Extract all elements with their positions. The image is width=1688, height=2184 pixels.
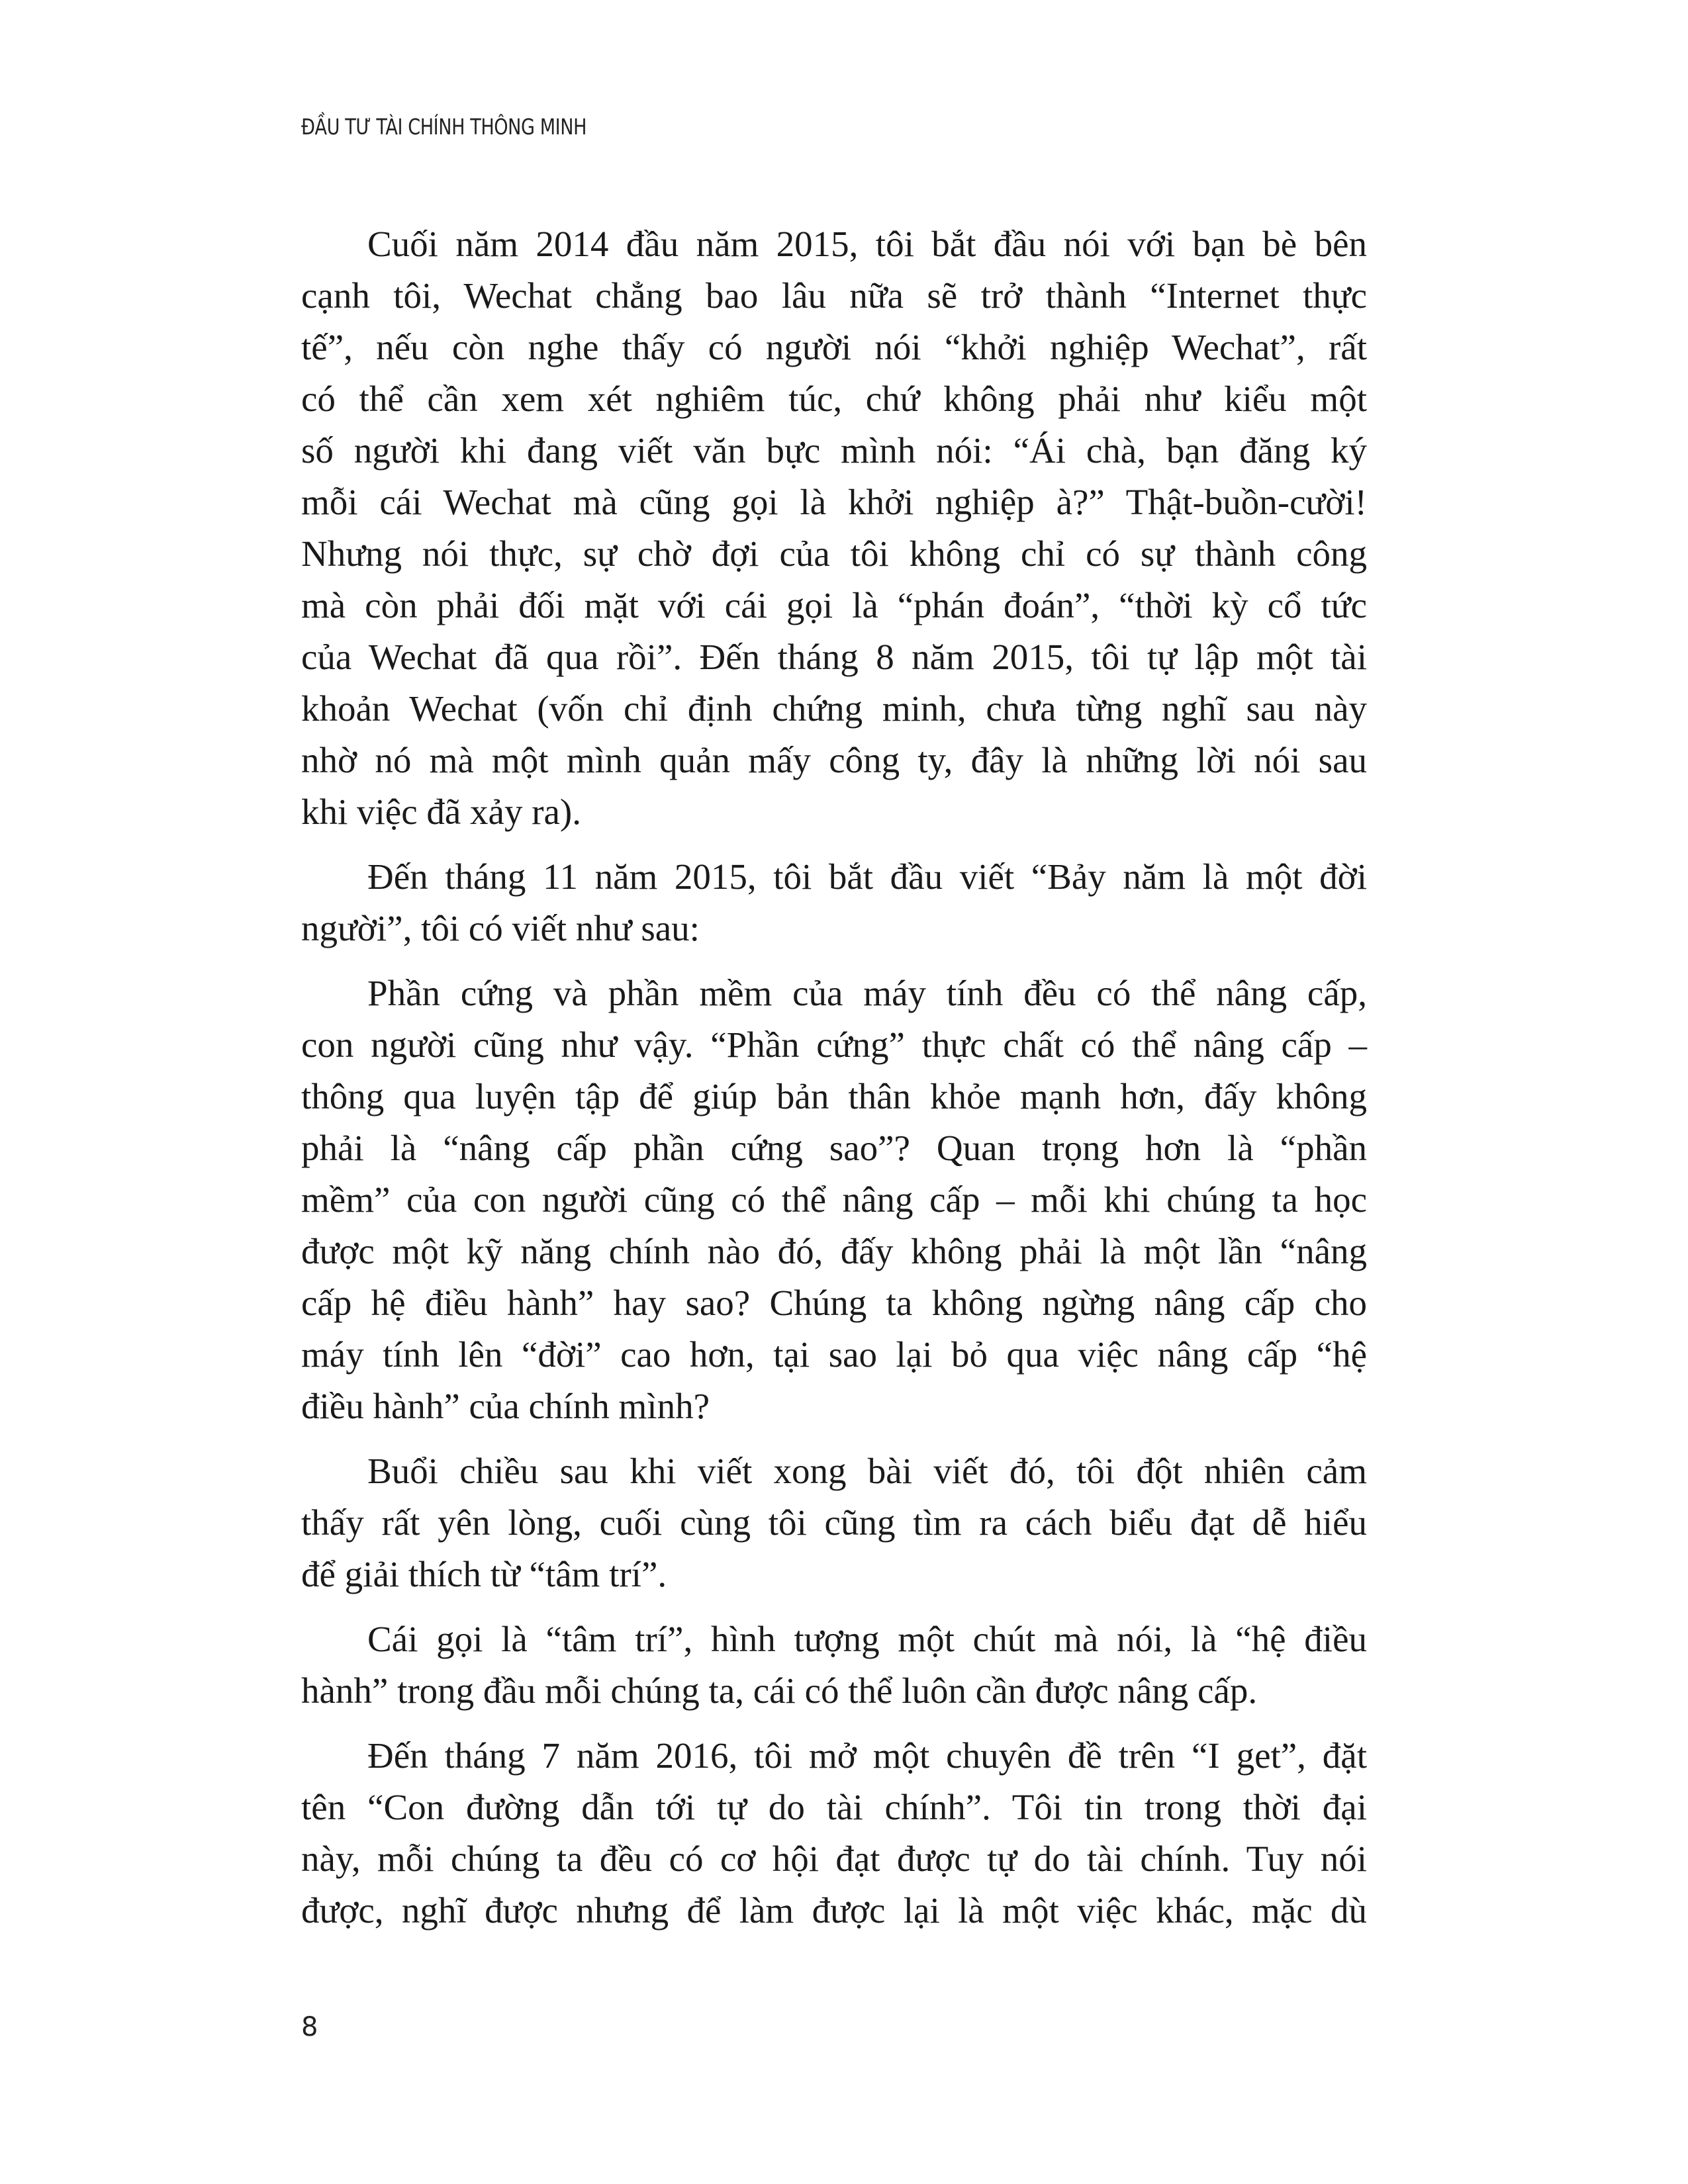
text-line: cạnh tôi, Wechat chẳng bao lâu nữa sẽ trở thành “Internet thực bbox=[301, 275, 1367, 316]
text-line: hành” trong đầu mỗi chúng ta, cái có thể luôn cần được nâng cấp. bbox=[301, 1670, 1258, 1711]
text-line: điều hành” của chính mình? bbox=[301, 1386, 710, 1426]
text-line: Đến tháng 11 năm 2015, tôi bắt đầu viết “Bảy năm là một đời bbox=[367, 856, 1367, 897]
text-line: Cuối năm 2014 đầu năm 2015, tôi bắt đầu nói với bạn bè bên bbox=[367, 224, 1367, 264]
text-line: cấp hệ điều hành” hay sao? Chúng ta không ngừng nâng cấp cho bbox=[301, 1283, 1367, 1323]
text-line: tên “Con đường dẫn tới tự do tài chính”. Tôi tin trong thời đại bbox=[301, 1787, 1367, 1827]
text-line: này, mỗi chúng ta đều có cơ hội đạt được tự do tài chính. Tuy nói bbox=[301, 1839, 1367, 1879]
text-line: số người khi đang viết văn bực mình nói: “Ái chà, bạn đăng ký bbox=[301, 430, 1367, 471]
text-line: mỗi cái Wechat mà cũng gọi là khởi nghiệp à?” Thật-buồn-cười! bbox=[301, 482, 1367, 522]
text-line: Phần cứng và phần mềm của máy tính đều có thể nâng cấp, bbox=[367, 973, 1367, 1013]
text-line: tế”, nếu còn nghe thấy có người nói “khởi nghiệp Wechat”, rất bbox=[301, 327, 1367, 367]
text-line: Đến tháng 7 năm 2016, tôi mở một chuyên đề trên “I get”, đặt bbox=[367, 1735, 1367, 1776]
text-line: mà còn phải đối mặt với cái gọi là “phán đoán”, “thời kỳ cổ tức bbox=[301, 585, 1367, 625]
text-line: phải là “nâng cấp phần cứng sao”? Quan trọng hơn là “phần bbox=[301, 1128, 1367, 1168]
paragraph-1 bbox=[301, 218, 1367, 838]
text-line: khoản Wechat (vốn chỉ định chứng minh, chưa từng nghĩ sau này bbox=[301, 688, 1367, 729]
text-line: được một kỹ năng chính nào đó, đấy không phải là một lần “nâng bbox=[301, 1231, 1367, 1271]
text-line: để giải thích từ “tâm trí”. bbox=[301, 1554, 667, 1594]
text-line: Cái gọi là “tâm trí”, hình tượng một chút mà nói, là “hệ điều bbox=[367, 1619, 1367, 1659]
text-line: Nhưng nói thực, sự chờ đợi của tôi không chỉ có sự thành công bbox=[301, 533, 1367, 574]
text-line: thông qua luyện tập để giúp bản thân khỏe mạnh hơn, đấy không bbox=[301, 1076, 1367, 1116]
paragraph-2 bbox=[301, 851, 1367, 954]
text-line: nhờ nó mà một mình quản mấy công ty, đây là những lời nói sau bbox=[301, 740, 1367, 780]
text-line: của Wechat đã qua rồi”. Đến tháng 8 năm 2015, tôi tự lập một tài bbox=[301, 637, 1367, 677]
text-line: có thể cần xem xét nghiêm túc, chứ không phải như kiểu một bbox=[301, 379, 1367, 419]
running-header: ĐẦU TƯ TÀI CHÍNH THÔNG MINH bbox=[301, 114, 587, 140]
text-line: được, nghĩ được nhưng để làm được lại là một việc khác, mặc dù bbox=[301, 1890, 1367, 1931]
text-line: con người cũng như vậy. “Phần cứng” thực chất có thể nâng cấp – bbox=[301, 1024, 1367, 1065]
text-line: khi việc đã xảy ra). bbox=[301, 792, 582, 832]
text-line: máy tính lên “đời” cao hơn, tại sao lại bỏ qua việc nâng cấp “hệ bbox=[301, 1334, 1367, 1375]
paragraph-6 bbox=[301, 1730, 1367, 1936]
text-line: thấy rất yên lòng, cuối cùng tôi cũng tìm ra cách biểu đạt dễ hiểu bbox=[301, 1502, 1367, 1543]
body-text bbox=[301, 218, 1367, 1936]
text-line: mềm” của con người cũng có thể nâng cấp – mỗi khi chúng ta học bbox=[301, 1179, 1367, 1220]
text-line: người”, tôi có viết như sau: bbox=[301, 908, 700, 948]
page-number: 8 bbox=[301, 2012, 318, 2042]
paragraph-3 bbox=[301, 968, 1367, 1432]
text-line: Buổi chiều sau khi viết xong bài viết đó, tôi đột nhiên cảm bbox=[367, 1451, 1367, 1491]
paragraph-5 bbox=[301, 1614, 1367, 1717]
paragraph-4 bbox=[301, 1445, 1367, 1600]
